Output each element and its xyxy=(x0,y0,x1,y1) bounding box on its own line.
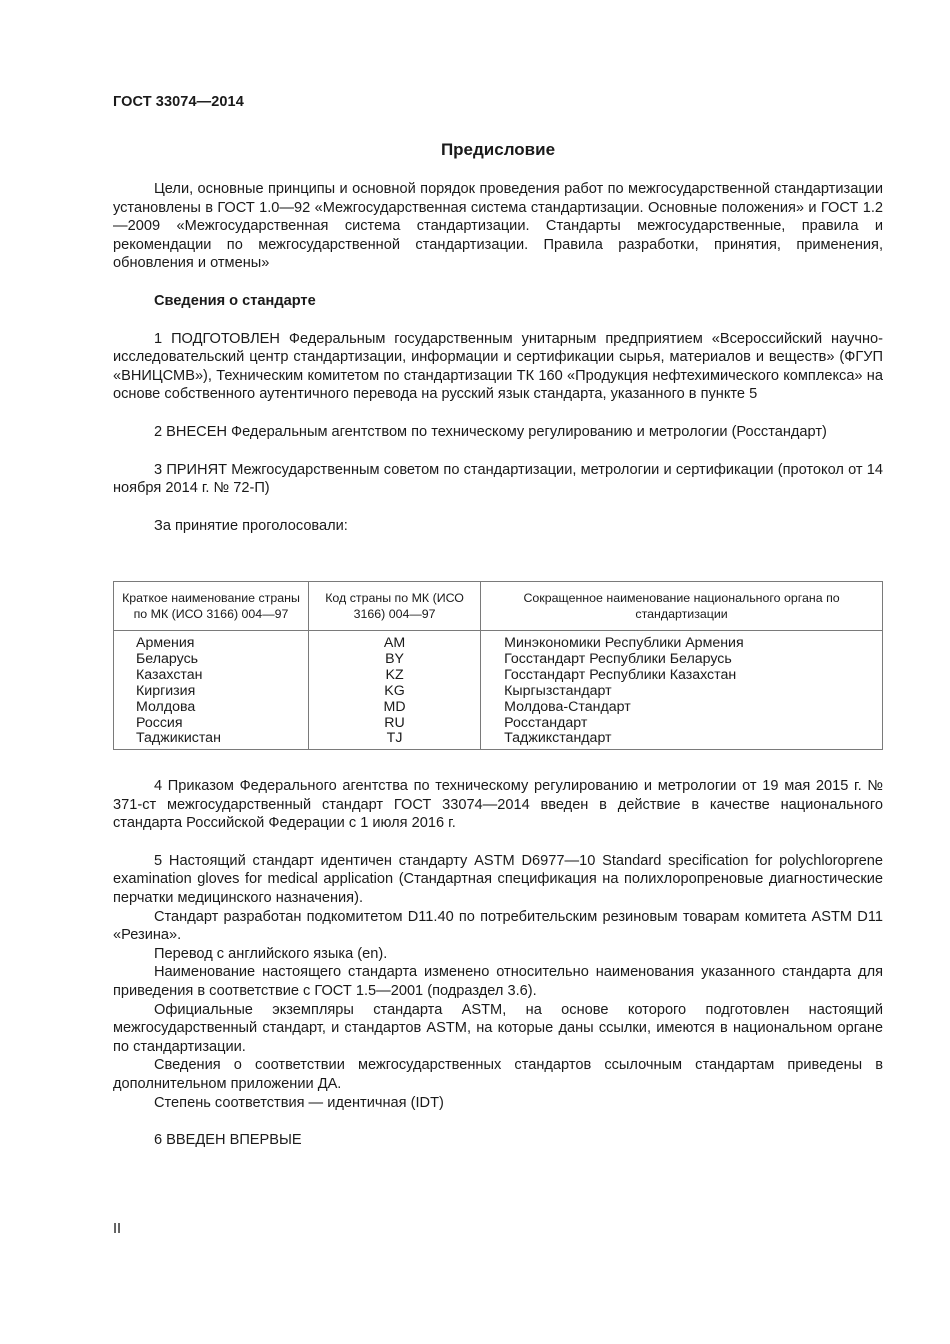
country-code: AM xyxy=(383,635,406,651)
document-page xyxy=(113,0,883,1344)
page-number: II xyxy=(113,1221,122,1237)
standards-body-name: Госстандарт Республики Казахстан xyxy=(504,666,737,683)
header-country-code: Код страны по МК (ИСО 3166) 004—97 xyxy=(308,582,480,631)
country-name: Казахстан xyxy=(136,666,203,683)
country-code: RU xyxy=(384,714,405,731)
header-standards-body: Сокращенное наименование национального органа по стандартизации xyxy=(481,582,883,631)
voting-countries-table xyxy=(113,581,883,750)
table-row xyxy=(114,631,883,750)
country-column xyxy=(114,631,309,750)
item-5-degree: Степень соответствия — идентичная (IDT) xyxy=(154,1094,444,1111)
header-country-name: Краткое наименование страны по МК (ИСО 3166) 004—97 xyxy=(114,582,309,631)
standards-body-name: Молдова-Стандарт xyxy=(504,698,631,715)
country-name: Россия xyxy=(136,714,183,731)
country-name: Армения xyxy=(136,635,195,651)
country-code: TJ xyxy=(386,730,403,747)
country-name: Таджикистан xyxy=(136,730,221,747)
country-code: KG xyxy=(384,682,405,699)
item-1-prepared: 1 ПОДГОТОВЛЕН Федеральным государственным унитарным предприятием «Всероссийский научно-исследовательский центр стандартизации, информации и сертификации сырья, материалов и веществ» (ФГУП «ВНИЦСМВ»), Техническим комитетом по стандартизации ТК 160 «Продукция нефтехимического комплекса» на основе собственного аутентичного перевода на русский язык стандарта, указанного в пункте 5 xyxy=(113,330,883,403)
item-5-identical: 5 Настоящий стандарт идентичен стандарту ASTM D6977—10 Standard specification for polychloroprene examination gloves for medical application (Стандартная спецификация на полихлоропреновые диагностические перчатки медицинского назначения). xyxy=(113,852,883,906)
standards-body-name: Росстандарт xyxy=(504,714,588,731)
vote-intro: За принятие проголосовали: xyxy=(154,517,348,534)
standards-body-name: Минэкономики Республики Армения xyxy=(504,635,744,651)
item-5-name-change: Наименование настоящего стандарта изменено относительно наименования указанного стандарта для приведения в соответствие с ГОСТ 1.5—2001 (подраздел 3.6). xyxy=(113,964,883,999)
country-code: KZ xyxy=(385,666,404,683)
country-code: MD xyxy=(383,698,406,715)
item-6-first-introduced: 6 ВВЕДЕН ВПЕРВЫЕ xyxy=(154,1132,302,1149)
item-4-order: 4 Приказом Федерального агентства по техническому регулированию и метрологии от 19 мая 2015 г. № 371-ст межгосударственный стандарт ГОСТ 33074—2014 введен в действие в качестве национального стандарта Российской Федерации с 1 июля 2016 г. xyxy=(113,778,883,832)
item-5-annex-info: Сведения о соответствии межгосударственных стандартов ссылочным стандартам приведены в дополнительном приложении ДА. xyxy=(113,1057,883,1092)
body-block-bottom xyxy=(113,777,883,1150)
item-3-adopted: 3 ПРИНЯТ Межгосударственным советом по стандартизации, метрологии и сертификации (протокол от 14 ноября 2014 г. № 72-П) xyxy=(113,461,883,497)
table-header-row xyxy=(114,582,883,631)
country-code: BY xyxy=(385,650,405,667)
item-5-developed-by: Стандарт разработан подкомитетом D11.40 по потребительским резиновым товарам комитета ASTM D11 «Резина». xyxy=(113,908,883,944)
body-block-top xyxy=(113,180,883,535)
item-5-translation: Перевод с английского языка (en). xyxy=(154,945,388,962)
page-title: Предисловие xyxy=(440,140,556,159)
standards-body-name: Таджикстандарт xyxy=(504,730,612,747)
country-name: Беларусь xyxy=(136,650,199,667)
country-name: Киргизия xyxy=(136,682,196,699)
standards-body-name: Госстандарт Республики Беларусь xyxy=(504,650,732,667)
standards-body-name: Кыргызстандарт xyxy=(504,682,612,699)
code-column xyxy=(308,631,480,750)
country-name: Молдова xyxy=(136,698,196,715)
standards-body-column xyxy=(481,631,883,750)
intro-paragraph: Цели, основные принципы и основной порядок проведения работ по межгосударственной стандартизации установлены в ГОСТ 1.0—92 «Межгосударственная система стандартизации. Основные положения» и ГОСТ 1.2—2009 «Межгосударственная система стандартизации. Стандарты межгосударственные, правила и рекомендации по межгосударственной стандартизации. Правила разработки, принятия, применения, обновления и отмены» xyxy=(113,181,883,272)
info-heading: Сведения о стандарте xyxy=(154,292,316,309)
item-2-submitted: 2 ВНЕСЕН Федеральным агентством по техническому регулированию и метрологии (Росстандарт) xyxy=(154,423,827,440)
document-code-header: ГОСТ 33074—2014 xyxy=(113,94,244,110)
item-5-official-copies: Официальные экземпляры стандарта ASTM, на основе которого подготовлен настоящий межгосударственный стандарт, и стандартов ASTM, на которые даны ссылки, имеются в национальном органе по стандартизации. xyxy=(113,1001,883,1055)
